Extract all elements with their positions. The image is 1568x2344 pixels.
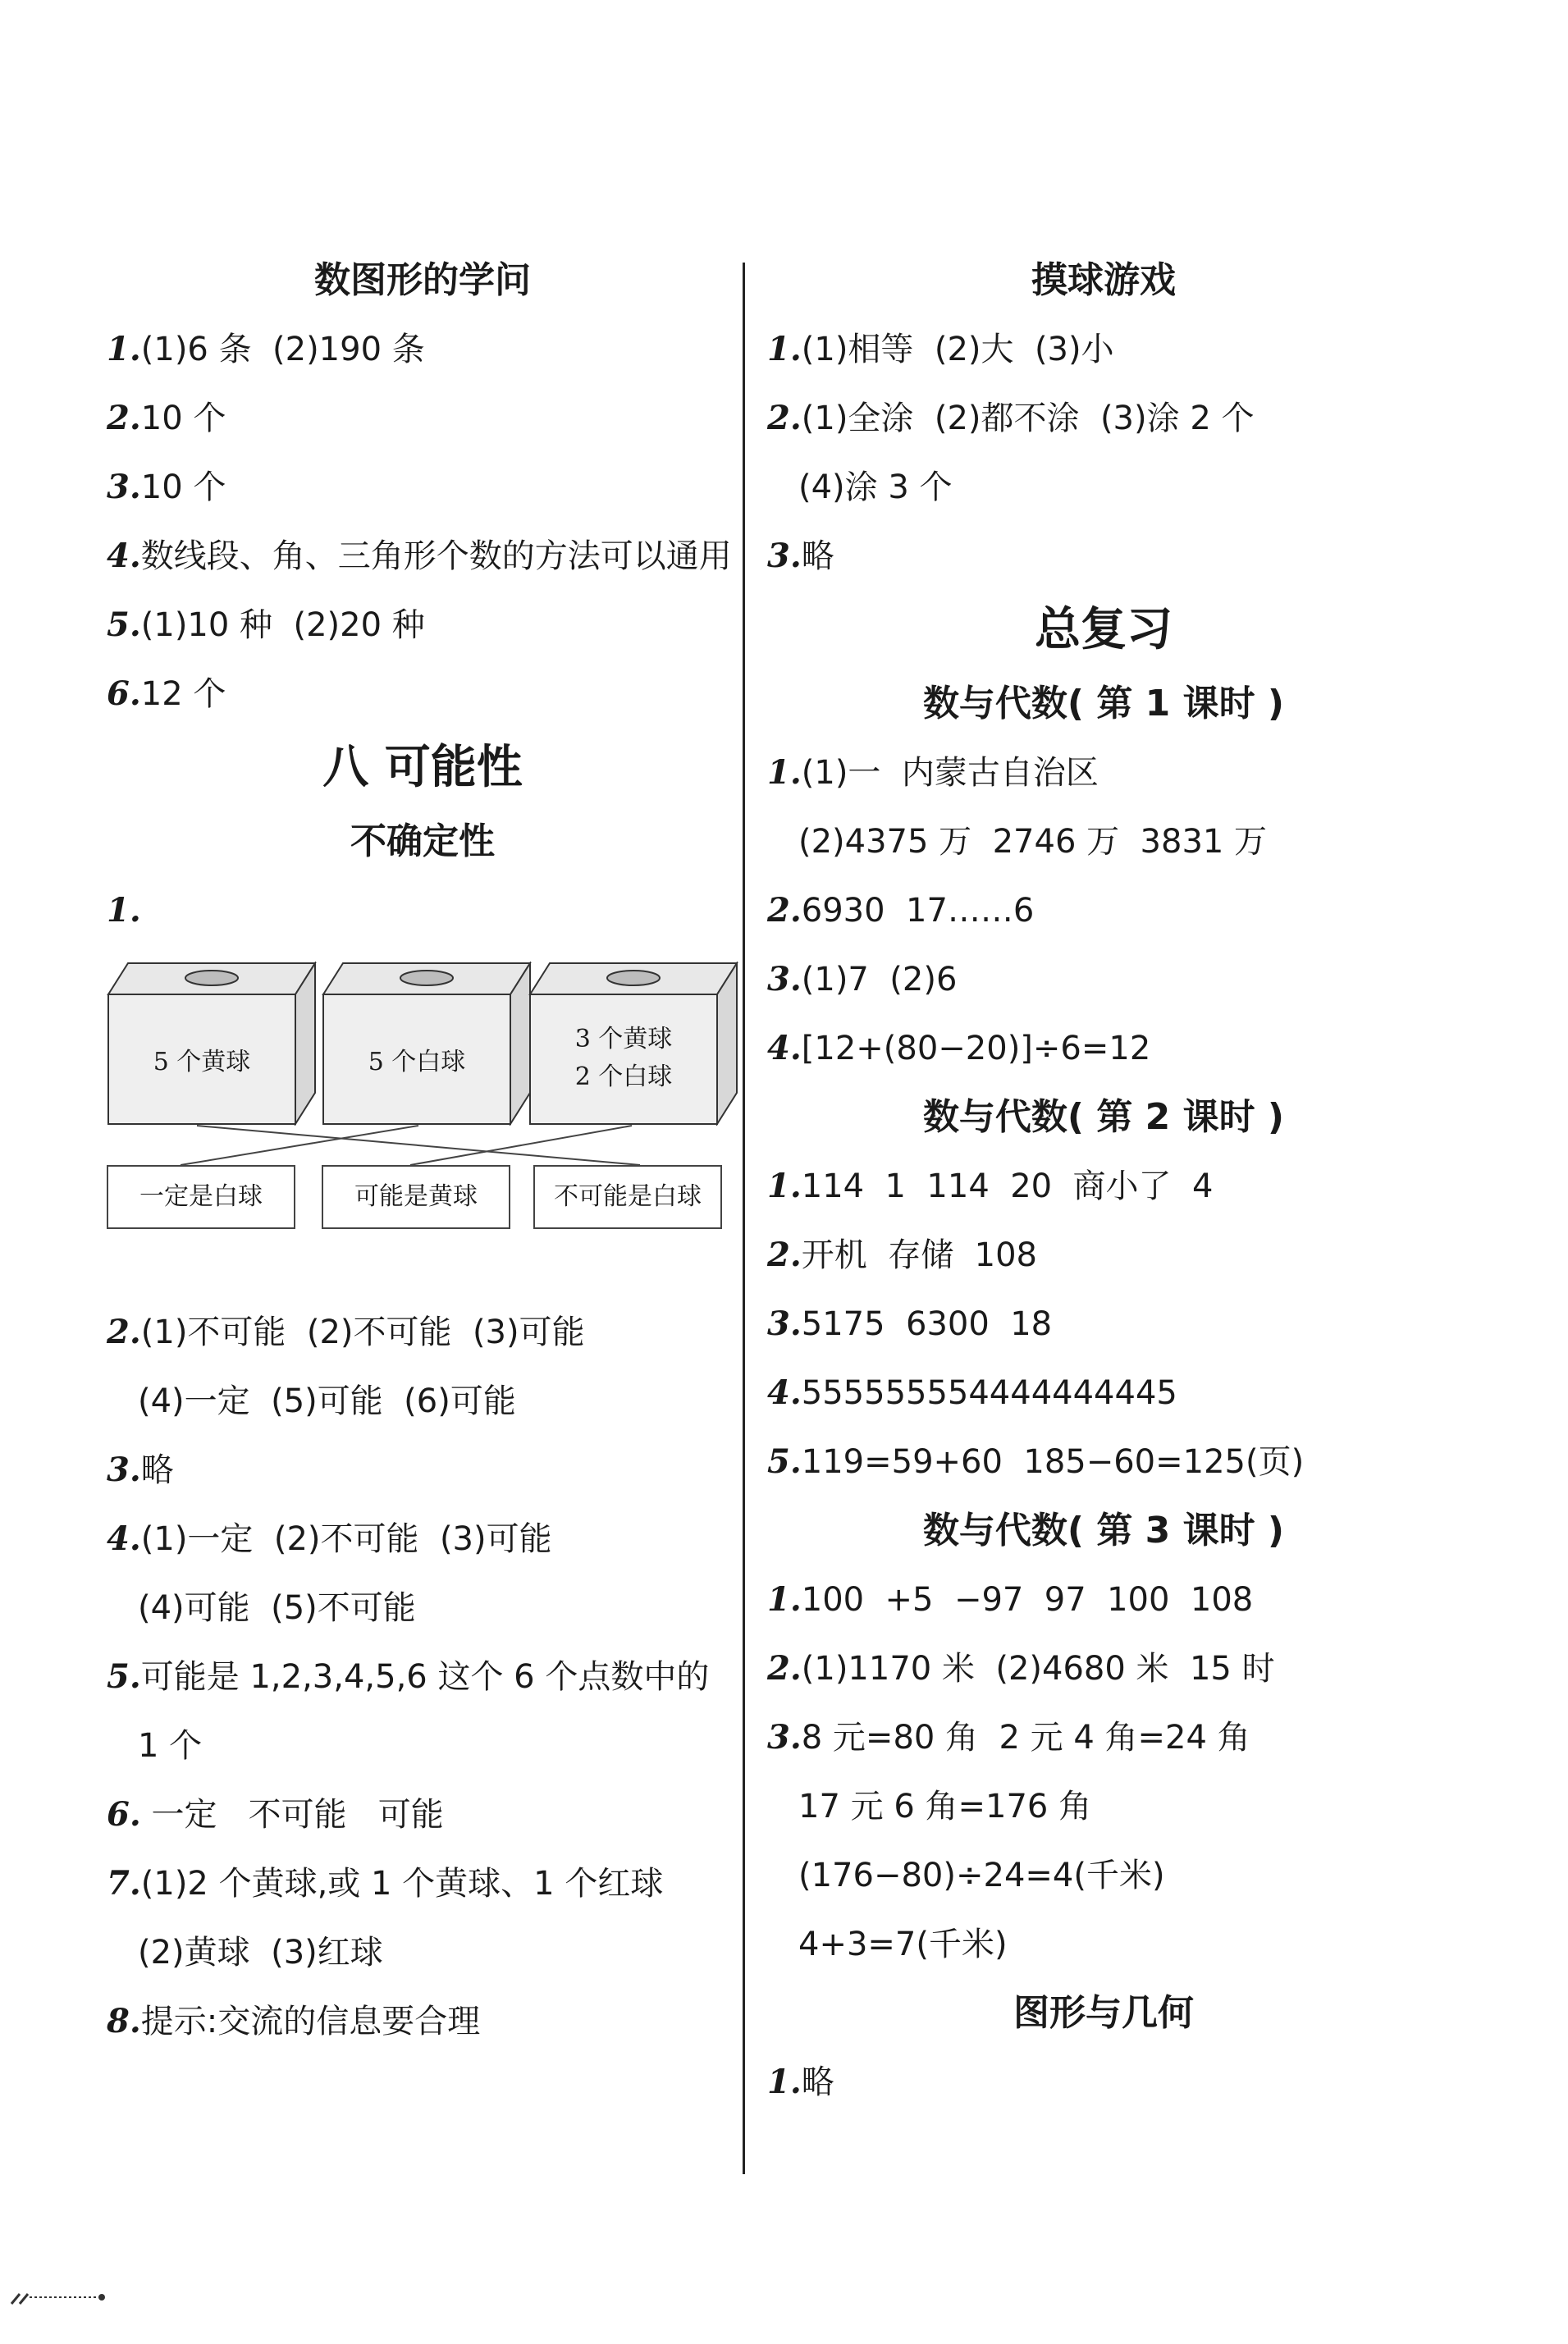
- question-number: 2.: [767, 399, 802, 437]
- question-number: 1.: [767, 1167, 802, 1205]
- box-label-line: 5 个黄球: [153, 1048, 251, 1076]
- answer-text: 6930 17……6: [801, 892, 1035, 930]
- answer-text: (1)6 条 (2)190 条: [140, 331, 425, 368]
- question-number: 3.: [767, 537, 802, 575]
- answer-text: (1)相等 (2)大 (3)小: [801, 331, 1114, 368]
- answer-text: 10 个: [140, 468, 226, 506]
- section-title: 数与代数( 第 3 课时 ): [922, 1510, 1285, 1551]
- answer-line: [107, 1780, 738, 1849]
- answer-box: 不可能是白球: [533, 1165, 722, 1229]
- question-number: 8.: [107, 2002, 141, 2040]
- answer-text: 12 个: [140, 675, 226, 713]
- question-number: 7.: [107, 1864, 141, 1903]
- question-number: 1.: [767, 2063, 802, 2101]
- answer-line: [107, 1298, 738, 1367]
- question-number: 5.: [107, 1657, 141, 1696]
- answer-line: [767, 1841, 1440, 1910]
- question-number: 5.: [107, 605, 141, 644]
- question-number: 2.: [767, 1649, 802, 1688]
- answer-line: [107, 876, 738, 945]
- answer-text: (1)7 (2)6: [801, 961, 958, 998]
- answer-text: (2)黄球 (3)红球: [138, 1934, 383, 1972]
- matching-figure: [107, 945, 738, 1298]
- answer-line: [107, 1987, 738, 2056]
- question-number: 4.: [767, 1029, 802, 1067]
- answer-text: (1)10 种 (2)20 种: [140, 606, 425, 644]
- answer-box: 一定是白球: [107, 1165, 295, 1229]
- chapter-title: 八 可能性: [322, 741, 523, 794]
- answer-text: 略: [801, 2063, 834, 2101]
- section-title: 摸球游戏: [1031, 259, 1176, 301]
- answer-line: [107, 591, 738, 660]
- answer-text: 17 元 6 角=176 角: [798, 1788, 1092, 1825]
- question-number: 3.: [767, 1305, 802, 1343]
- answer-text: 4+3=7(千米): [798, 1926, 1008, 1963]
- answer-text: 100 +5 −97 97 100 108: [801, 1581, 1254, 1619]
- answer-line: [767, 2048, 1440, 2117]
- section-title: 图形与几何: [1013, 1992, 1194, 2034]
- section-title: 数与代数( 第 2 课时 ): [922, 1096, 1285, 1138]
- question-number: 6.: [107, 1795, 141, 1834]
- left-column: [107, 246, 738, 2056]
- question-number: 3.: [107, 1451, 141, 1489]
- answer-line: [767, 1565, 1440, 1634]
- answer-box: 可能是黄球: [322, 1165, 510, 1229]
- answer-line: [767, 1910, 1440, 1979]
- question-number: 1.: [767, 1580, 802, 1619]
- answer-list: [767, 1152, 1440, 1496]
- answer-line: [107, 1505, 738, 1574]
- answer-text: 提示:交流的信息要合理: [140, 2003, 481, 2040]
- answer-text: 1 个: [138, 1727, 203, 1765]
- question-number: 2.: [107, 1313, 141, 1351]
- answer-text: 数线段、角、三角形个数的方法可以通用: [140, 537, 732, 575]
- answer-line: [767, 1359, 1440, 1428]
- answer-text: (1)一定 (2)不可能 (3)可能: [140, 1520, 552, 1558]
- answer-line: [767, 945, 1440, 1014]
- answer-text: 555555554444444445: [801, 1374, 1177, 1412]
- answer-text: (4)一定 (5)可能 (6)可能: [138, 1382, 516, 1420]
- answer-line: [107, 1574, 738, 1643]
- answer-line: [107, 453, 738, 522]
- answer-list: [767, 738, 1440, 1083]
- answer-line: [767, 1221, 1440, 1290]
- answer-line: [767, 1428, 1440, 1496]
- question-number: 6.: [107, 674, 141, 713]
- answer-line: [767, 453, 1440, 522]
- answer-text: [12+(80−20)]÷6=12: [801, 1030, 1151, 1067]
- answer-line: [107, 315, 738, 384]
- answer-line: [767, 315, 1440, 384]
- question-number: 1.: [767, 330, 802, 368]
- page-corner-ornament: [8, 2291, 107, 2307]
- answer-line: [767, 1152, 1440, 1221]
- question-number: 1.: [767, 753, 802, 792]
- question-number: 4.: [107, 1519, 141, 1558]
- answer-line: [767, 1290, 1440, 1359]
- answer-text: (1)1170 米 (2)4680 米 15 时: [801, 1650, 1275, 1688]
- answer-text: 略: [140, 1451, 174, 1489]
- question-number: 2.: [107, 399, 141, 437]
- answer-list: [767, 2048, 1440, 2117]
- answer-line: [107, 1918, 738, 1987]
- answer-list: [767, 1565, 1440, 1979]
- answer-line: [107, 1367, 738, 1436]
- answer-line: [107, 1711, 738, 1780]
- answer-text: (1)全涂 (2)都不涂 (3)涂 2 个: [801, 400, 1255, 437]
- section-title: 数与代数( 第 1 课时 ): [922, 683, 1285, 724]
- answer-text: (1)不可能 (2)不可能 (3)可能: [140, 1314, 585, 1351]
- answer-line: [107, 522, 738, 591]
- answer-text: (1)一 内蒙古自治区: [801, 754, 1099, 792]
- question-number: 2.: [767, 891, 802, 930]
- answer-text: (176−80)÷24=4(千米): [798, 1857, 1165, 1894]
- answer-line: [107, 660, 738, 729]
- answer-line: [767, 1634, 1440, 1703]
- box-label-line: 2 个白球: [574, 1062, 673, 1091]
- answer-line: [767, 738, 1440, 807]
- answer-text: 114 1 114 20 商小了 4: [801, 1167, 1214, 1205]
- answer-text: (4)可能 (5)不可能: [138, 1589, 416, 1627]
- answer-text: 可能是 1,2,3,4,5,6 这个 6 个点数中的: [140, 1658, 710, 1696]
- right-column: [767, 246, 1440, 2117]
- answer-line: [107, 1436, 738, 1505]
- answer-line: [767, 1703, 1440, 1772]
- answer-line: [107, 1849, 738, 1918]
- question-number: 3.: [767, 1718, 802, 1757]
- answer-text: 一定 不可能 可能: [140, 1796, 444, 1834]
- question-number: 4.: [107, 537, 141, 575]
- question-number: 3.: [767, 960, 802, 998]
- answer-line: [107, 1643, 738, 1711]
- section-title: 数图形的学问: [314, 259, 531, 301]
- answer-line: [767, 876, 1440, 945]
- question-number: 2.: [767, 1236, 802, 1274]
- answer-line: [107, 384, 738, 453]
- question-number: 5.: [767, 1442, 802, 1481]
- answer-line: [767, 384, 1440, 453]
- answer-list: [107, 315, 738, 729]
- answer-text: (4)涂 3 个: [798, 468, 953, 506]
- answer-line: [767, 1772, 1440, 1841]
- answer-text: (2)4375 万 2746 万 3831 万: [798, 823, 1268, 861]
- box-label-line: 3 个黄球: [574, 1025, 673, 1053]
- answer-line: [767, 807, 1440, 876]
- answer-text: 开机 存储 108: [801, 1236, 1037, 1274]
- answer-text: 10 个: [140, 400, 226, 437]
- box-label-line: 5 个白球: [368, 1048, 466, 1076]
- chapter-title: 总复习: [1035, 603, 1173, 656]
- answer-text: 略: [801, 537, 834, 575]
- answer-line: [767, 1014, 1440, 1083]
- question-number: 3.: [107, 468, 141, 506]
- answer-line: [767, 522, 1440, 591]
- answer-text: 8 元=80 角 2 元 4 角=24 角: [801, 1719, 1250, 1757]
- answer-text: 5175 6300 18: [801, 1305, 1053, 1343]
- question-number: 4.: [767, 1373, 802, 1412]
- question-number: 1.: [107, 330, 141, 368]
- matching-lines: [107, 945, 738, 1298]
- question-number: 1.: [107, 891, 141, 930]
- answer-list: [767, 315, 1440, 591]
- answer-text: 119=59+60 185−60=125(页): [801, 1443, 1305, 1481]
- answer-list: [107, 1298, 738, 2056]
- answer-text: (1)2 个黄球,或 1 个黄球、1 个红球: [140, 1865, 664, 1903]
- column-divider: [743, 263, 745, 2174]
- section-title: 不确定性: [350, 820, 495, 862]
